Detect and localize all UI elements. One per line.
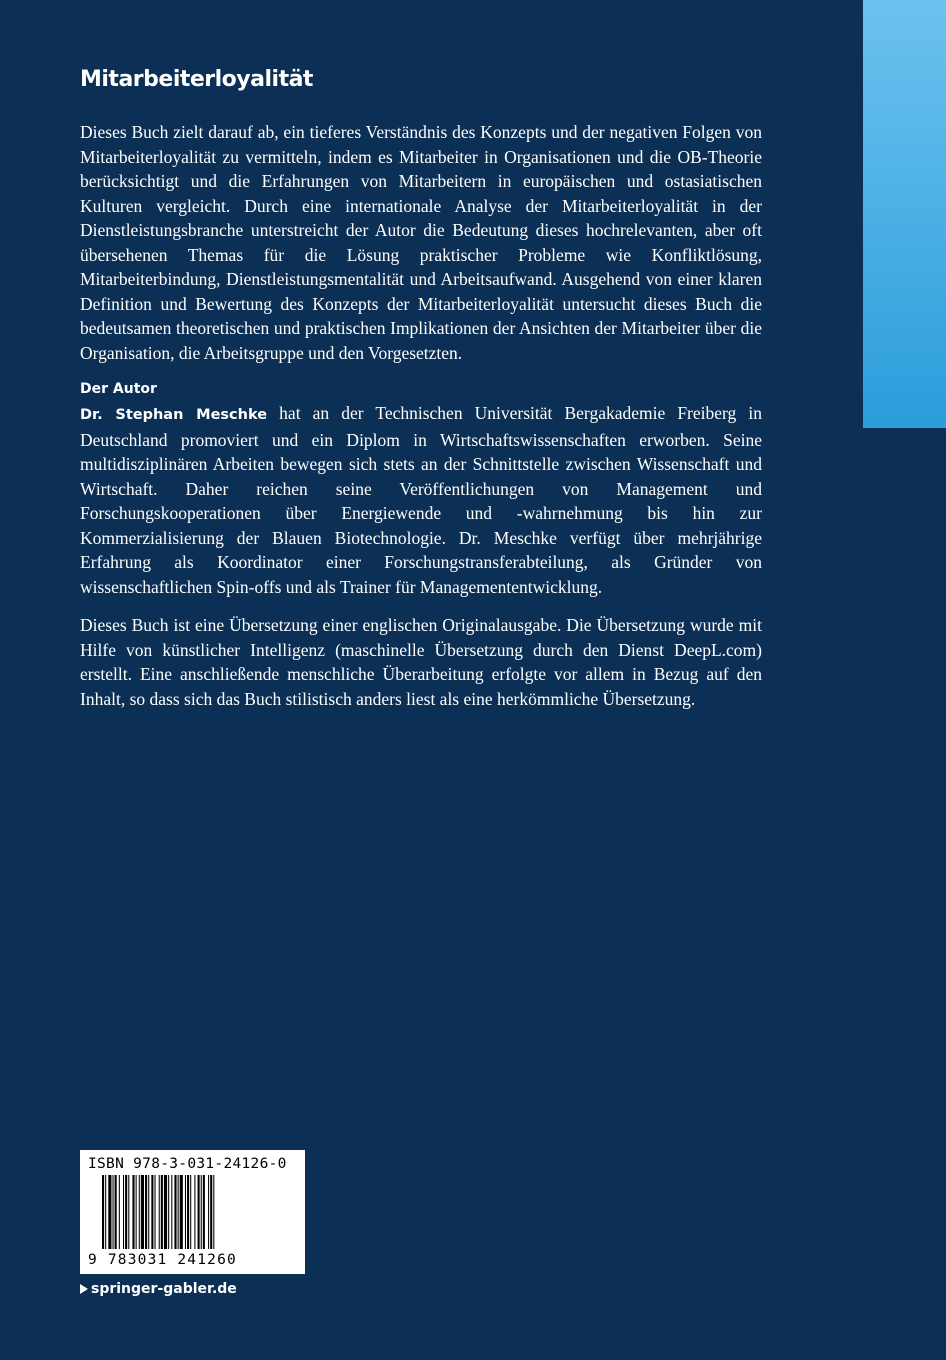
barcode-bar	[115, 1175, 117, 1249]
isbn-barcode	[80, 1150, 305, 1274]
barcode-bar	[145, 1175, 147, 1249]
barcode-bar	[161, 1175, 163, 1249]
arrow-right-icon	[80, 1284, 88, 1294]
barcode-bar	[174, 1175, 176, 1249]
barcode-bar	[164, 1175, 167, 1249]
barcode-bar	[210, 1175, 212, 1249]
barcode-bar	[139, 1175, 140, 1249]
barcode-bar	[155, 1175, 156, 1249]
publisher-website[interactable]	[80, 1278, 237, 1300]
barcode-bar	[141, 1175, 144, 1249]
barcode-bar	[171, 1175, 172, 1249]
barcode-bar	[185, 1175, 186, 1249]
barcode-bar	[132, 1175, 134, 1249]
author-bio: hat an der Technischen Universität Bergakademie Freiberg in Deutschland promoviert und ein Diplom in Wirtschaftswissenschaften erworben. Seine multidisziplinären Arbeiten bewegen sich stets an der Schnittstelle zwischen Wissenschaft und Wirtschaft. Daher reichen seine Veröffentlichungen von Management und Forschungskooperationen über Energiewende und -wahrnehmung bis hin zur Kommerzialisierung der Blauen Biotechnologie. Dr. Meschke verfügt über mehrjährige Erfahrung als Koordinator einer Forschungstransferabteilung, als Gründer von wissenschaftlichen Spin-offs und als Trainer für Managemententwicklung.	[80, 403, 762, 597]
barcode-bar	[190, 1175, 191, 1249]
barcode-bar	[123, 1175, 124, 1249]
book-description: Dieses Buch zielt darauf ab, ein tieferes Verständnis des Konzepts und der negativen Folgen von Mitarbeiterloyalität zu vermitteln, indem es Mitarbeiter in Organisationen und die OB-Theorie berücksichtigt und die Erfahrungen von Mitarbeitern in europäischen und ostasiatischen Kulturen vergleicht. Durch eine internationale Analyse der Mitarbeiterloyalität in der Dienstleistungsbranche unterstreicht der Autor die Bedeutung dieses hochrelevanten, aber oft übersehenen Themas für die Lösung praktischer Probleme wie Konfliktlösung, Mitarbeiterbindung, Dienstleistungsmentalität und Arbeitsaufwand. Ausgehend von einer klaren Definition und Bewertung des Konzepts der Mitarbeiterloyalität untersucht dieses Buch die bedeutsamen theoretischen und praktischen Implikationen der Ansichten der Mitarbeiter über die Organisation, die Arbeitsgruppe und den Vorgesetzten.	[80, 122, 762, 363]
accent-bar	[863, 0, 946, 428]
barcode-bar	[159, 1175, 160, 1249]
barcode-bar	[213, 1175, 214, 1249]
translation-note: Dieses Buch ist eine Übersetzung einer englischen Originalausgabe. Die Übersetzung wurde mit Hilfe von künstlicher Intelligenz (maschinelle Übersetzung durch den Dienst DeepL.com) erstellt. Eine anschließende menschliche Überarbeitung erfolgte vor allem in Bezug auf den Inhalt, so dass sich das Buch stilistisch anders liest als eine herkömmliche Übersetzung.	[80, 615, 762, 709]
barcode-bar	[108, 1175, 111, 1249]
barcode-bar	[148, 1175, 149, 1249]
barcode-bar	[178, 1175, 179, 1249]
barcode-bar	[203, 1175, 205, 1249]
website-label: springer-gabler.de	[91, 1281, 237, 1297]
barcode-bar	[102, 1175, 104, 1249]
barcode-bar	[125, 1175, 127, 1249]
barcode-digits: 9 783031 241260	[88, 1252, 237, 1268]
barcode-bar	[119, 1175, 120, 1249]
book-title: Mitarbeiterloyalität	[80, 67, 313, 92]
barcode-bar	[198, 1175, 200, 1249]
isbn-label: ISBN 978-3-031-24126-0	[88, 1156, 287, 1172]
barcode-bar	[136, 1175, 137, 1249]
barcode-bar	[128, 1175, 129, 1249]
barcode-bar	[194, 1175, 195, 1249]
barcode-bar	[151, 1175, 153, 1249]
barcode-bar	[201, 1175, 202, 1249]
barcode-bar	[168, 1175, 169, 1249]
author-name: Dr. Stephan Meschke	[80, 407, 268, 423]
barcode-bar	[113, 1175, 114, 1249]
barcode-bar	[105, 1175, 106, 1249]
author-heading: Der Autor	[80, 381, 157, 397]
author-bio-paragraph	[80, 401, 762, 599]
back-cover-text	[80, 66, 762, 711]
barcode-bar	[208, 1175, 209, 1249]
barcode-bar	[187, 1175, 189, 1249]
barcode-bar	[180, 1175, 183, 1249]
